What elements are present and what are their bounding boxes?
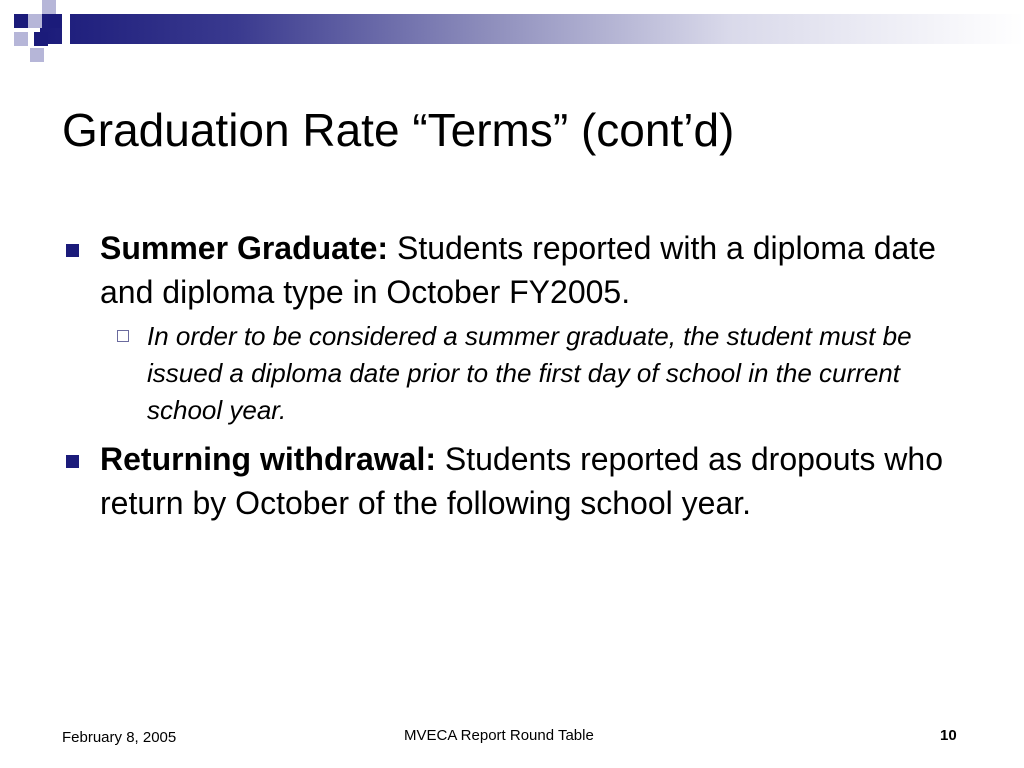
sub-bullet-summer-graduate-note [147, 318, 927, 429]
bullet-square-icon [66, 244, 79, 257]
footer-page-number: 10 [940, 727, 957, 744]
footer-date: February 8, 2005 [62, 729, 177, 746]
header-square-lavender-1 [28, 14, 42, 28]
footer-title: MVECA Report Round Table [404, 727, 594, 744]
header-square-lavender-4 [30, 48, 44, 62]
header-gradient-bar [40, 14, 1024, 44]
bullet-text: Students reported with a diploma date and diploma type in October FY2005. [100, 230, 936, 310]
hollow-square-icon [117, 330, 129, 342]
header-square-lavender-2 [42, 0, 56, 14]
header-square-navy-2 [48, 14, 62, 28]
bullet-text: Students reported as dropouts who return by October of the following school year. [100, 441, 943, 521]
header-square-lavender-3 [14, 32, 28, 46]
bullet-term: Returning withdrawal: [100, 441, 436, 477]
bullet-returning-withdrawal [62, 437, 962, 525]
bullet-list [62, 226, 962, 525]
sub-bullet-text: In order to be considered a summer graduate, the student must be issued a diploma date prior to the first day of school in the current school year. [147, 321, 912, 425]
header-square-navy-3 [34, 32, 48, 46]
bullet-square-icon [66, 455, 79, 468]
bullet-term: Summer Graduate: [100, 230, 389, 266]
header-square-white [62, 14, 70, 44]
slide-title: Graduation Rate “Terms” (cont’d) [62, 104, 735, 156]
bullet-summer-graduate [62, 226, 962, 314]
header-square-navy-1 [14, 14, 28, 28]
